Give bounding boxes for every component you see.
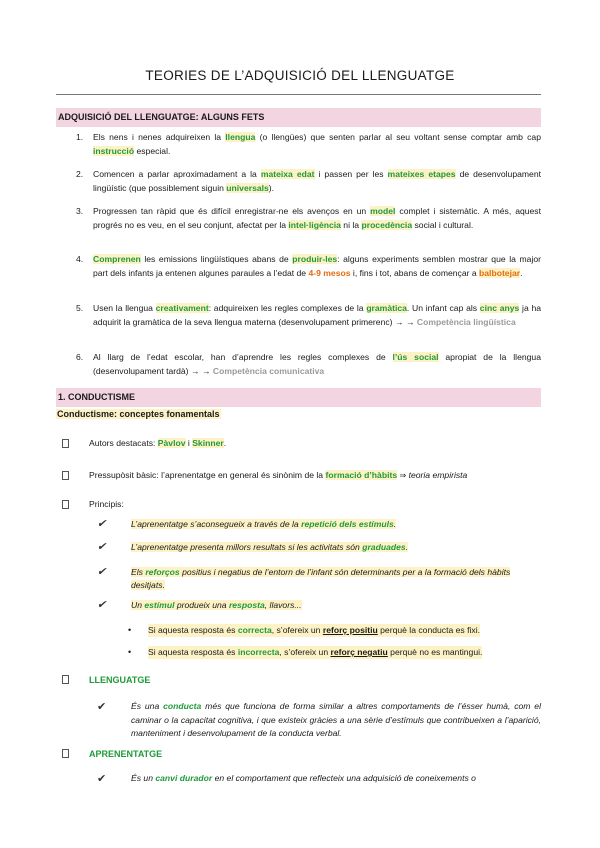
aprenentatge-definition: És un canvi durador en el comportament que reflecteix una adquisició de coneixements o [131,773,476,783]
document-page: TEORIES DE L’ADQUISICIÓ DEL LLENGUATGE ADQUISICIÓ DEL LLENGUATGE: ALGUNS FETS 1. Els nens i nenes adquireixen la llengua (o llengües) que senten parlar al seu voltant sense comptar amb cap instrucció especial. 2. Comencen a parlar aproximadament a la mateixa edat i passen per les mateixes etapes de desenvolupament lingüístic (que possiblement siguin universals). 3. Progressen tan ràpid que és difícil enregistrar-ne els avenços en un model complet i sistemàtic. A més, aquest progrés no es veu, en el seu conjunt, afectat per la intel·ligència ni la procedència social i cultural. 4. Comprenen les emissions lingüístiques abans de produir-les: alguns experiments semblen mostrar que la major part dels infants ja entenen algunes paraules a l’edat de 4-9 mesos i, fins i tot, abans de començar a balbotejar. 5. Usen la llengua creativament: adquireixen les regles complexes de la gramàtica. Un infant cap als cinc anys ja ha adquirit la gramàtica de la seva llengua materna (desenvolupament primerenc) → → Competència lingüística 6. Al llarg de l’edat escolar, han d’aprendre les regles complexes de l’ús social apropiat de la llengua (desenvolupament tardà) → → Competència comunicativa 1. CONDUCTISME Conductisme: conceptes fonamentals Autors destacats: Pàvlov i Skinner. Pressupòsit bàsic: l’aprenentatge en general és sinònim de la formació d’hàbits ⇒ teoria empirista Principis: ✔ L’aprenentatge s’aconsegueix a través de la repetició dels estímuls. ✔ L’aprenentatge presenta millors resultats si les activitats són graduades. ✔ Els reforços positius i negatius de l’entorn de l’infant són determinants per a la formació dels hàbits desitjats. ✔ Un estímul produeix una resposta, llavors... • Si aquesta resposta és correcta, s’ofereix un reforç positiu perquè la conducta es fixi. • Si aquesta resposta és incorrecta, s’ofereix un reforç negatiu perquè no es mantingui. LLENGUATGE ✔ És una conducta més que funciona de forma similar a altres comportaments de l’ésser humà, com el caminar o la capacitat cognitiva, i que existeix gràcies a una sèrie d’estímuls que contribueixen a l’aparició, manteniment i desenvolupament de la conducta verbal. APRENENTATGE ✔ És un canvi durador en el comportament que reflecteix una adquisició de coneixements o [0,0,600,848]
check-icon: ✔ [97,566,107,578]
check-icon: ✔ [97,773,107,785]
list-text: Comprenen les emissions lingüístiques abans de produir-les: alguns experiments semblen mostrar que la major part dels infants ja entenen algunes paraules a l’edat de 4-9 mesos i, fins i tot, abans de començar a balbotejar. [93,254,542,278]
check-icon: ✔ [97,518,107,530]
check-icon: ✔ [97,599,107,611]
bullet-dot-icon: • [128,647,132,657]
bullet-dot-icon: • [128,625,132,635]
list-text: Comencen a parlar aproximadament a la mateixa edat i passen per les mateixes etapes de desenvolupament lingüístic (que possiblement siguin universals). [93,169,541,193]
subheading-concepts: Conductisme: conceptes fonamentals [57,409,220,419]
document-title: TEORIES DE L’ADQUISICIÓ DEL LLENGUATGE [145,68,455,83]
list-number: 6. [76,352,84,362]
check-icon: ✔ [97,541,107,553]
checkbox-bullet-icon [62,471,69,480]
list-text: Usen la llengua creativament: adquireixen les regles complexes de la gramàtica. Un infant cap als cinc anys ja ha adquirit la gramàtica de la seva llengua materna (desenvolupament primerenc) → → Competència lingüística [93,303,542,327]
list-number: 2. [76,169,84,179]
checkbox-bullet-icon [62,439,69,448]
title-divider [56,94,541,95]
list-number: 5. [76,303,84,313]
list-text: Els nens i nenes adquireixen la llengua (o llengües) que senten parlar al seu voltant sense comptar amb cap instrucció especial. [93,132,541,156]
list-text: Progressen tan ràpid que és difícil enregistrar-ne els avenços en un model complet i sistemàtic. A més, aquest progrés no es veu, en el seu conjunt, afectat per la intel·ligència ni la procedència social i cultural. [93,206,541,230]
list-text: Al llarg de l’edat escolar, han d’aprendre les regles complexes de l’ús social apropiat de la llengua (desenvolupament tardà) → → Competència comunicativa [93,352,541,376]
checkbox-bullet-icon [62,749,69,758]
checkbox-bullet-icon [62,500,69,509]
list-number: 3. [76,206,84,216]
check-icon: ✔ [97,701,107,713]
llenguatge-definition: És una conducta més que funciona de forma similar a altres comportaments de l’ésser humà, com el caminar o la capacitat cognitiva, i que existeix gràcies a una sèrie d’estímuls que contribueixen a l’aparició, manteniment i desenvolupament de la conducta verbal. [131,701,541,738]
list-number: 1. [76,132,84,142]
list-number: 4. [76,254,84,264]
section-heading-facts: ADQUISICIÓ DEL LLENGUATGE: ALGUNS FETS [56,108,541,127]
checkbox-bullet-icon [62,675,69,684]
section-heading-conductisme: 1. CONDUCTISME [56,388,541,407]
arrow-icon: ⇒ [399,471,407,480]
